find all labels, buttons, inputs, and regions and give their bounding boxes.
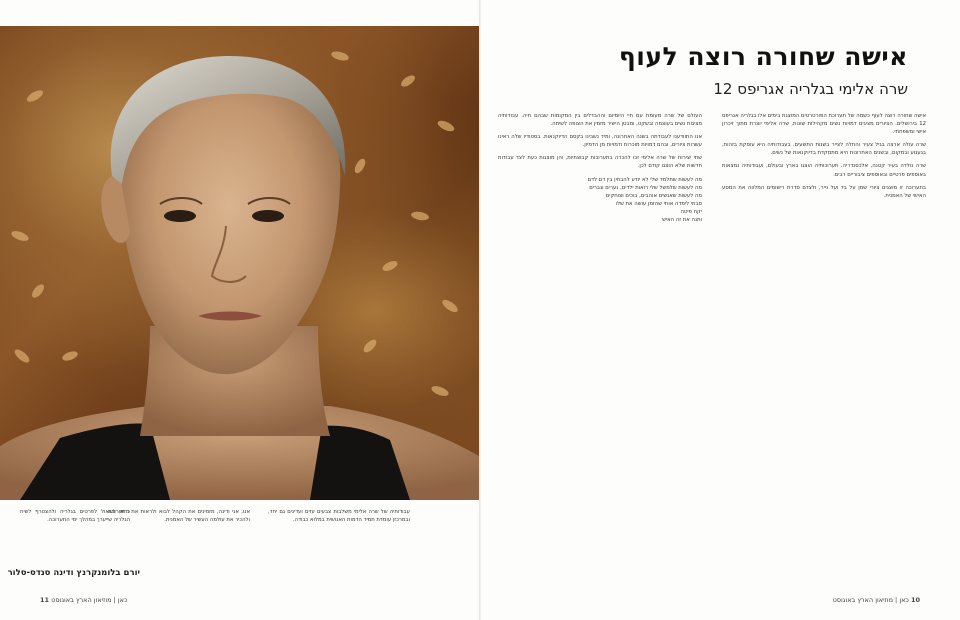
footer-left — [40, 596, 127, 604]
text-column-bottom-1 — [268, 508, 410, 524]
paragraph: אישה שחורה רוצה לעוף כשמה של תערוכת הפורטרטים המוצגת בימים אלו בגלריה אגריפס 12 בירושלים. הציורים מציגים דמויות נשים מקהילות שונות, שרה אלימי יוצרת מתוך זיכרון אישי ומשפחתי. — [722, 113, 926, 136]
author-credit: יורם בלומנקרנץ ודינה סנדס-סלור — [7, 568, 140, 578]
paragraph: שתי יצירות של שרה אלימי זכו להכרה בתערוכות קבוצתיות, והן מוצגות כעת לצד עבודות חדשות שלא הוצגו קודם לכן. — [498, 155, 702, 170]
text-column-middle — [498, 112, 702, 229]
paragraph: בתערוכה זו מוצגים ציורי שמן על בד ועל נייר, ולצדם סדרת רישומים המלווה את המסע האישי של האמנית. — [722, 184, 926, 199]
paragraph: אנו התוודענו לעבודתה בשנה האחרונה, ומיד נשבינו בקסם הדיוקנאות. בסטודיו שלה ראינו עשרות ציורים, ובהם דמויות מוכרות ודמויות מן הדמיון. — [498, 134, 702, 149]
page-number: 10 — [910, 596, 920, 604]
article-title: אישה שחורה רוצה לעוף — [618, 42, 908, 71]
portrait-painting-svg — [0, 26, 479, 500]
page-number: 11 — [40, 596, 50, 604]
text-column-bottom-3 — [20, 508, 130, 524]
paragraph: עבודותיה של שרה אלימי משלבות צבעים עזים ועדינים גם יחד, ובמרכזן עומדת תמיד הדמות האנושית במלוא כבודה. — [268, 509, 410, 524]
footer-label: כאן | מוזיאון הארץ באוגוסט — [51, 596, 128, 604]
paragraph: שרה עולה ארצה בגיל צעיר והחלה לצייר בשנות התשעים. בעבודותיה היא עוסקת בזהות, בגעגוע ובמקום, ובשנים האחרונות היא מתמקדת בדיוקנאות של נשים. — [722, 142, 926, 157]
paragraph: העולם של שרה מעומת עם חיי היומיום וההבדלים בין המקומות שבהם חיה. עבודותיה מציגות נשים בעוצמה ובשקט, ומבטן הישיר מזמין את הצופה לשיחה. — [498, 113, 702, 128]
paragraph: כדאי לשאול לפרטים בגלריה ולהצטרף לשיח הגלריה שייערך במהלך ימי התערוכה. — [20, 509, 130, 524]
poem-excerpt: מה לעשות שתלמד שלי לא יודע להבחין בין דם לדם מה לעשות שלמשל שלי רואות ילדים, נערים וגברים מה לעשות שאנשים אוהבים, בוכים וצוחקים סבתי לימדה אותי שהזמן עושה את שלו יקח פיטה ותנה את זה האיש — [587, 176, 702, 224]
paragraph: אנו, אני ודינה, מזמינים את הקהל לבוא ולראות את התערוכה ולהכיר את עולמה העשיר של האמנית. — [108, 509, 250, 524]
text-column-right — [722, 112, 926, 205]
portrait-painting — [0, 26, 479, 500]
article-subtitle: שרה אלימי בגלריה אגריפס 12 — [713, 80, 908, 98]
footer-right — [833, 596, 920, 604]
footer-label: כאן | מוזיאון הארץ באוגוסט — [832, 596, 909, 604]
page-gutter — [479, 0, 481, 620]
paragraph: שרה נולדה בעיר קטנה, אלכסנדריה. תערוכותיה הוצגו בארץ ובעולם, ועבודותיה נמצאות באוספים פרטיים ובאוספים ציבוריים רבים. — [722, 163, 926, 178]
